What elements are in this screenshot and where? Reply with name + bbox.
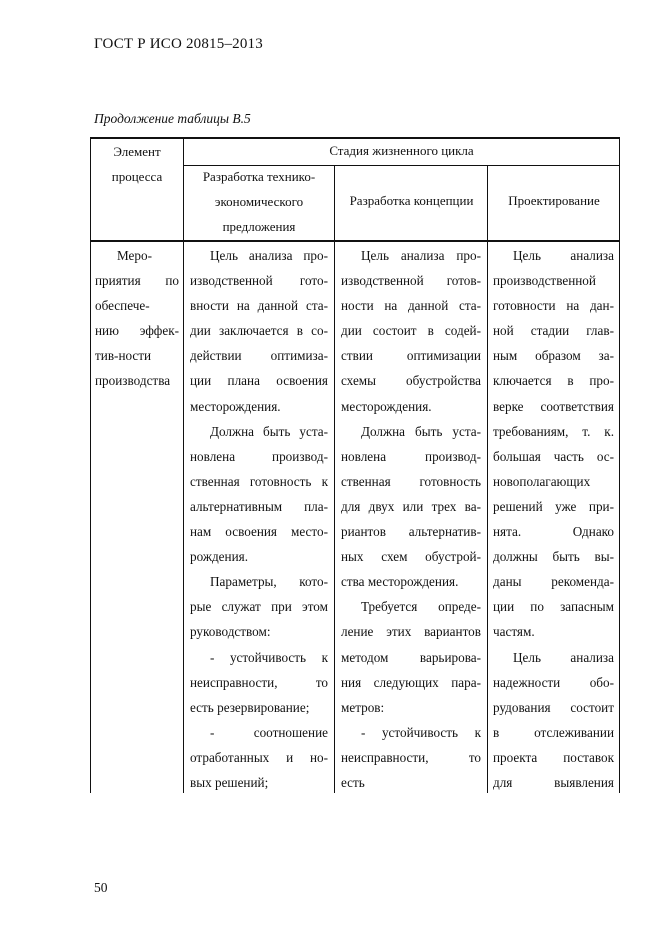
cell-text-line: - устойчивость к xyxy=(361,724,481,740)
cell-text-line: Цель анализа про- xyxy=(361,248,481,263)
cell-text-line: тив-ности xyxy=(95,348,152,364)
cell-text-line: ключается в про- xyxy=(493,373,614,389)
column-divider-1 xyxy=(183,137,184,793)
cell-text-line: проекта поставок xyxy=(493,749,614,765)
cell-text-line: дии состоит в содей- xyxy=(341,323,481,339)
cell-text-line: рые служат при этом xyxy=(190,599,328,615)
header-design: Проектирование xyxy=(508,193,600,208)
cell-text-line: должны быть вы- xyxy=(493,549,614,565)
cell-text-line: вых решений; xyxy=(190,774,269,790)
cell-text-line: дии заключается в со- xyxy=(190,323,328,339)
cell-text-line: есть резервирование; xyxy=(190,699,310,715)
cell-text-line: ной стадии глав- xyxy=(493,323,614,339)
header-bottom-border xyxy=(90,240,620,242)
cell-text-line: новлена производ- xyxy=(341,448,481,464)
cell-text-line: отработанных и но- xyxy=(190,749,328,765)
cell-text-line: верке соответствия xyxy=(493,398,614,414)
cell-text-line: ния следующих пара- xyxy=(341,674,481,690)
cell-text-line: - устойчивость к xyxy=(210,649,328,665)
header-feasibility: Разработка технико-экономического предложения xyxy=(202,169,316,234)
cell-text-line: действии оптимиза- xyxy=(190,348,328,364)
cell-text-line: изводственной готов- xyxy=(341,273,481,289)
column-concept xyxy=(341,243,481,795)
cell-text-line: метров: xyxy=(341,699,385,715)
cell-text-line: руководством: xyxy=(190,624,271,640)
cell-text-line: Цель анализа xyxy=(513,649,614,665)
column-feasibility xyxy=(190,243,328,795)
cell-text-line: нята. Однако xyxy=(493,524,614,540)
cell-text-line: схемы обустройства xyxy=(341,373,481,389)
header-element-process: Элемент процесса xyxy=(111,144,163,184)
cell-text-line: альтернативным пла- xyxy=(190,498,328,514)
cell-text-line: новополагающих xyxy=(493,473,591,489)
cell-text-line: нам освоения место- xyxy=(190,524,328,540)
cell-text-line: требованиям, т. к. xyxy=(493,423,614,439)
cell-text-line: риантов альтернатив- xyxy=(341,524,481,540)
cell-text-line: надежности обо- xyxy=(493,674,614,690)
cell-text-line: - соотношение xyxy=(210,724,328,740)
cell-text-line: обеспече- xyxy=(95,298,150,314)
cell-text-line: изводственной гото- xyxy=(190,273,328,289)
cell-text-line: большая часть ос- xyxy=(493,448,614,464)
cell-text-line: месторождения. xyxy=(190,398,281,414)
cell-text-line: для выявления xyxy=(493,774,614,790)
cell-text-line: готовности на дан- xyxy=(493,298,614,314)
cell-text-line: Должна быть уста- xyxy=(210,423,328,439)
cell-text-line: производственной xyxy=(493,273,596,289)
column-process-element xyxy=(95,243,179,394)
cell-text-line: ление этих вариантов xyxy=(341,624,481,640)
cell-text-line: Должна быть уста- xyxy=(361,423,481,439)
cell-text-line: неисправности, то xyxy=(341,749,481,765)
cell-text-line: Параметры, кото- xyxy=(210,574,328,590)
cell-text-line: ным образом за- xyxy=(493,348,614,364)
cell-text-line: рудования состоит xyxy=(493,699,614,715)
cell-text-line: Требуется опреде- xyxy=(361,599,481,615)
cell-text-line: Меро- xyxy=(117,248,152,263)
table-left-border xyxy=(90,137,91,793)
table-caption: Продолжение таблицы В.5 xyxy=(94,111,251,126)
page-number: 50 xyxy=(94,880,108,895)
header-lifecycle-stage: Стадия жизненного цикла xyxy=(329,143,474,158)
cell-text-line: производства xyxy=(95,373,171,389)
cell-text-line: Цель анализа xyxy=(513,248,614,263)
cell-text-line: ства месторождения. xyxy=(341,574,459,590)
cell-text-line: рождения. xyxy=(190,549,249,565)
cell-text-line: нию эффек- xyxy=(95,323,179,339)
document-header: ГОСТ Р ИСО 20815–2013 xyxy=(94,36,263,52)
cell-text-line: новлена производ- xyxy=(190,448,328,464)
cell-text-line: месторождения. xyxy=(341,398,432,414)
cell-text-line: ствии оптимизации xyxy=(341,348,481,364)
column-design xyxy=(493,243,614,795)
cell-text-line: неисправности, то xyxy=(190,674,328,690)
cell-text-line: ных схем обустрой- xyxy=(341,549,481,565)
cell-text-line: решений уже при- xyxy=(493,498,614,514)
table-right-border xyxy=(619,137,620,793)
column-divider-3 xyxy=(487,165,488,793)
cell-text-line: ции плана освоения xyxy=(190,373,328,389)
cell-text-line: частям. xyxy=(493,624,535,640)
cell-text-line: методом варьирова- xyxy=(341,649,481,665)
cell-text-line: даны рекоменда- xyxy=(493,574,614,590)
cell-text-line: ственная готовность к xyxy=(190,473,328,489)
column-divider-2 xyxy=(334,165,335,793)
header-concept: Разработка концепции xyxy=(349,193,474,208)
cell-text-line: ции по запасным xyxy=(493,599,614,615)
cell-text-line: в отслеживании xyxy=(493,724,614,740)
cell-text-line: вности на данной ста- xyxy=(190,298,328,314)
cell-text-line: для двух или трех ва- xyxy=(341,498,481,514)
cell-text-line: приятия по xyxy=(95,273,179,289)
cell-text-line: Цель анализа про- xyxy=(210,248,328,263)
cell-text-line: ности на данной ста- xyxy=(341,298,481,314)
cell-text-line: ственная готовность xyxy=(341,473,481,489)
cell-text-line: есть xyxy=(341,774,365,790)
